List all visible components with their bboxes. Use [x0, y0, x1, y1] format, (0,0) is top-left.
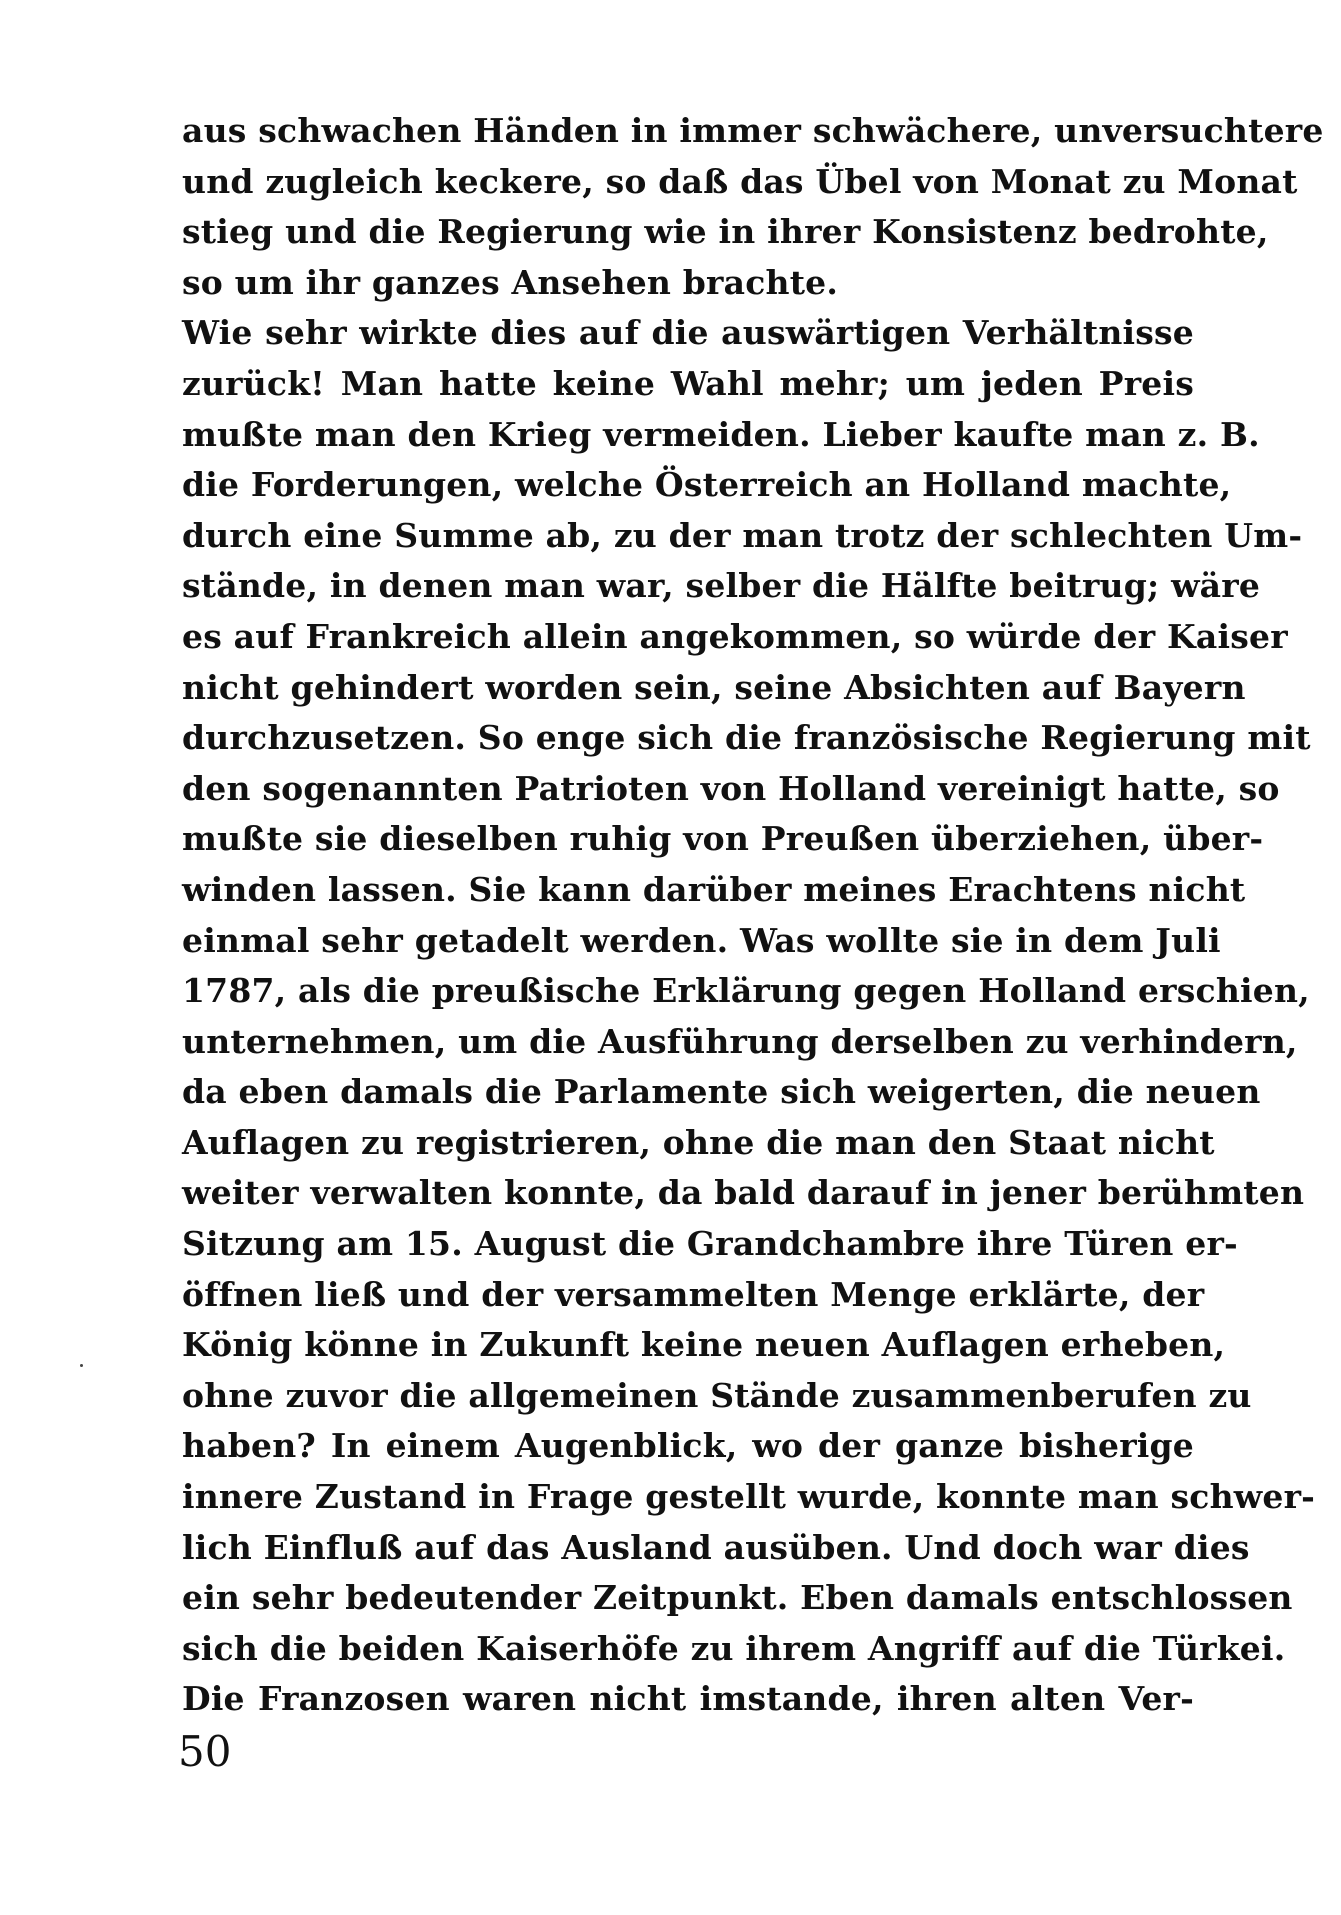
page-number: 50 — [178, 1727, 232, 1776]
text-line: haben? In einem Augenblick, wo der ganze bisherige — [182, 1426, 1194, 1466]
text-line: innere Zustand in Frage gestellt wurde, konnte man schwer- — [182, 1477, 1316, 1517]
text-line: 1787, als die preußische Erklärung gegen Holland erschien, — [182, 971, 1310, 1011]
text-line: unternehmen, um die Ausführung derselben zu verhindern, — [182, 1021, 1298, 1061]
text-line: König könne in Zukunft keine neuen Auflagen erheben, — [182, 1325, 1226, 1365]
text-line: mußte man den Krieg vermeiden. Lieber kaufte man z. B. — [182, 414, 1260, 454]
text-line: und zugleich keckere, so daß das Übel von Monat zu Monat — [182, 161, 1298, 201]
text-line: ein sehr bedeutender Zeitpunkt. Eben damals entschlossen — [182, 1578, 1293, 1618]
text-line: aus schwachen Händen in immer schwächere, unversuchtere — [182, 111, 1324, 150]
text-line: Die Franzosen waren nicht imstande, ihren alten Ver- — [182, 1679, 1194, 1719]
text-line: stieg und die Regierung wie in ihrer Konsistenz bedrohte, — [182, 212, 1269, 252]
text-line: durch eine Summe ab, zu der man trotz der schlechten Um- — [182, 515, 1303, 555]
body-text — [182, 106, 1324, 1725]
text-line: Auflagen zu registrieren, ohne die man den Staat nicht — [182, 1122, 1215, 1162]
text-line: zurück! Man hatte keine Wahl mehr; um jeden Preis — [182, 363, 1194, 403]
text-line: durchzusetzen. So enge sich die französische Regierung mit — [182, 718, 1311, 758]
text-line: da eben damals die Parlamente sich weigerten, die neuen — [182, 1072, 1261, 1112]
text-line: stände, in denen man war, selber die Hälfte beitrug; wäre — [182, 566, 1261, 606]
text-line: nicht gehindert worden sein, seine Absichten auf Bayern — [182, 667, 1246, 707]
text-line: ohne zuvor die allgemeinen Stände zusammenberufen zu — [182, 1375, 1252, 1415]
text-line: den sogenannten Patrioten von Holland vereinigt hatte, so — [182, 768, 1280, 808]
text-line: lich Einfluß auf das Ausland ausüben. Und doch war dies — [182, 1527, 1250, 1567]
text-line: weiter verwalten konnte, da bald darauf in jener berühmten — [182, 1173, 1305, 1213]
text-line: öffnen ließ und der versammelten Menge erklärte, der — [182, 1274, 1205, 1314]
text-line: mußte sie dieselben ruhig von Preußen überziehen, über- — [182, 819, 1264, 859]
text-line: es auf Frankreich allein angekommen, so würde der Kaiser — [182, 616, 1288, 656]
scan-speck — [80, 1364, 83, 1367]
text-line: die Forderungen, welche Österreich an Holland machte, — [182, 465, 1232, 505]
text-line: Sitzung am 15. August die Grandchambre ihre Türen er- — [182, 1224, 1238, 1264]
text-line: einmal sehr getadelt werden. Was wollte sie in dem Juli — [182, 920, 1221, 960]
text-line: winden lassen. Sie kann darüber meines Erachtens nicht — [182, 869, 1246, 909]
text-line: sich die beiden Kaiserhöfe zu ihrem Angriff auf die Türkei. — [182, 1628, 1286, 1668]
text-line: Wie sehr wirkte dies auf die auswärtigen Verhältnisse — [182, 313, 1194, 353]
text-line: so um ihr ganzes Ansehen brachte. — [182, 262, 839, 302]
